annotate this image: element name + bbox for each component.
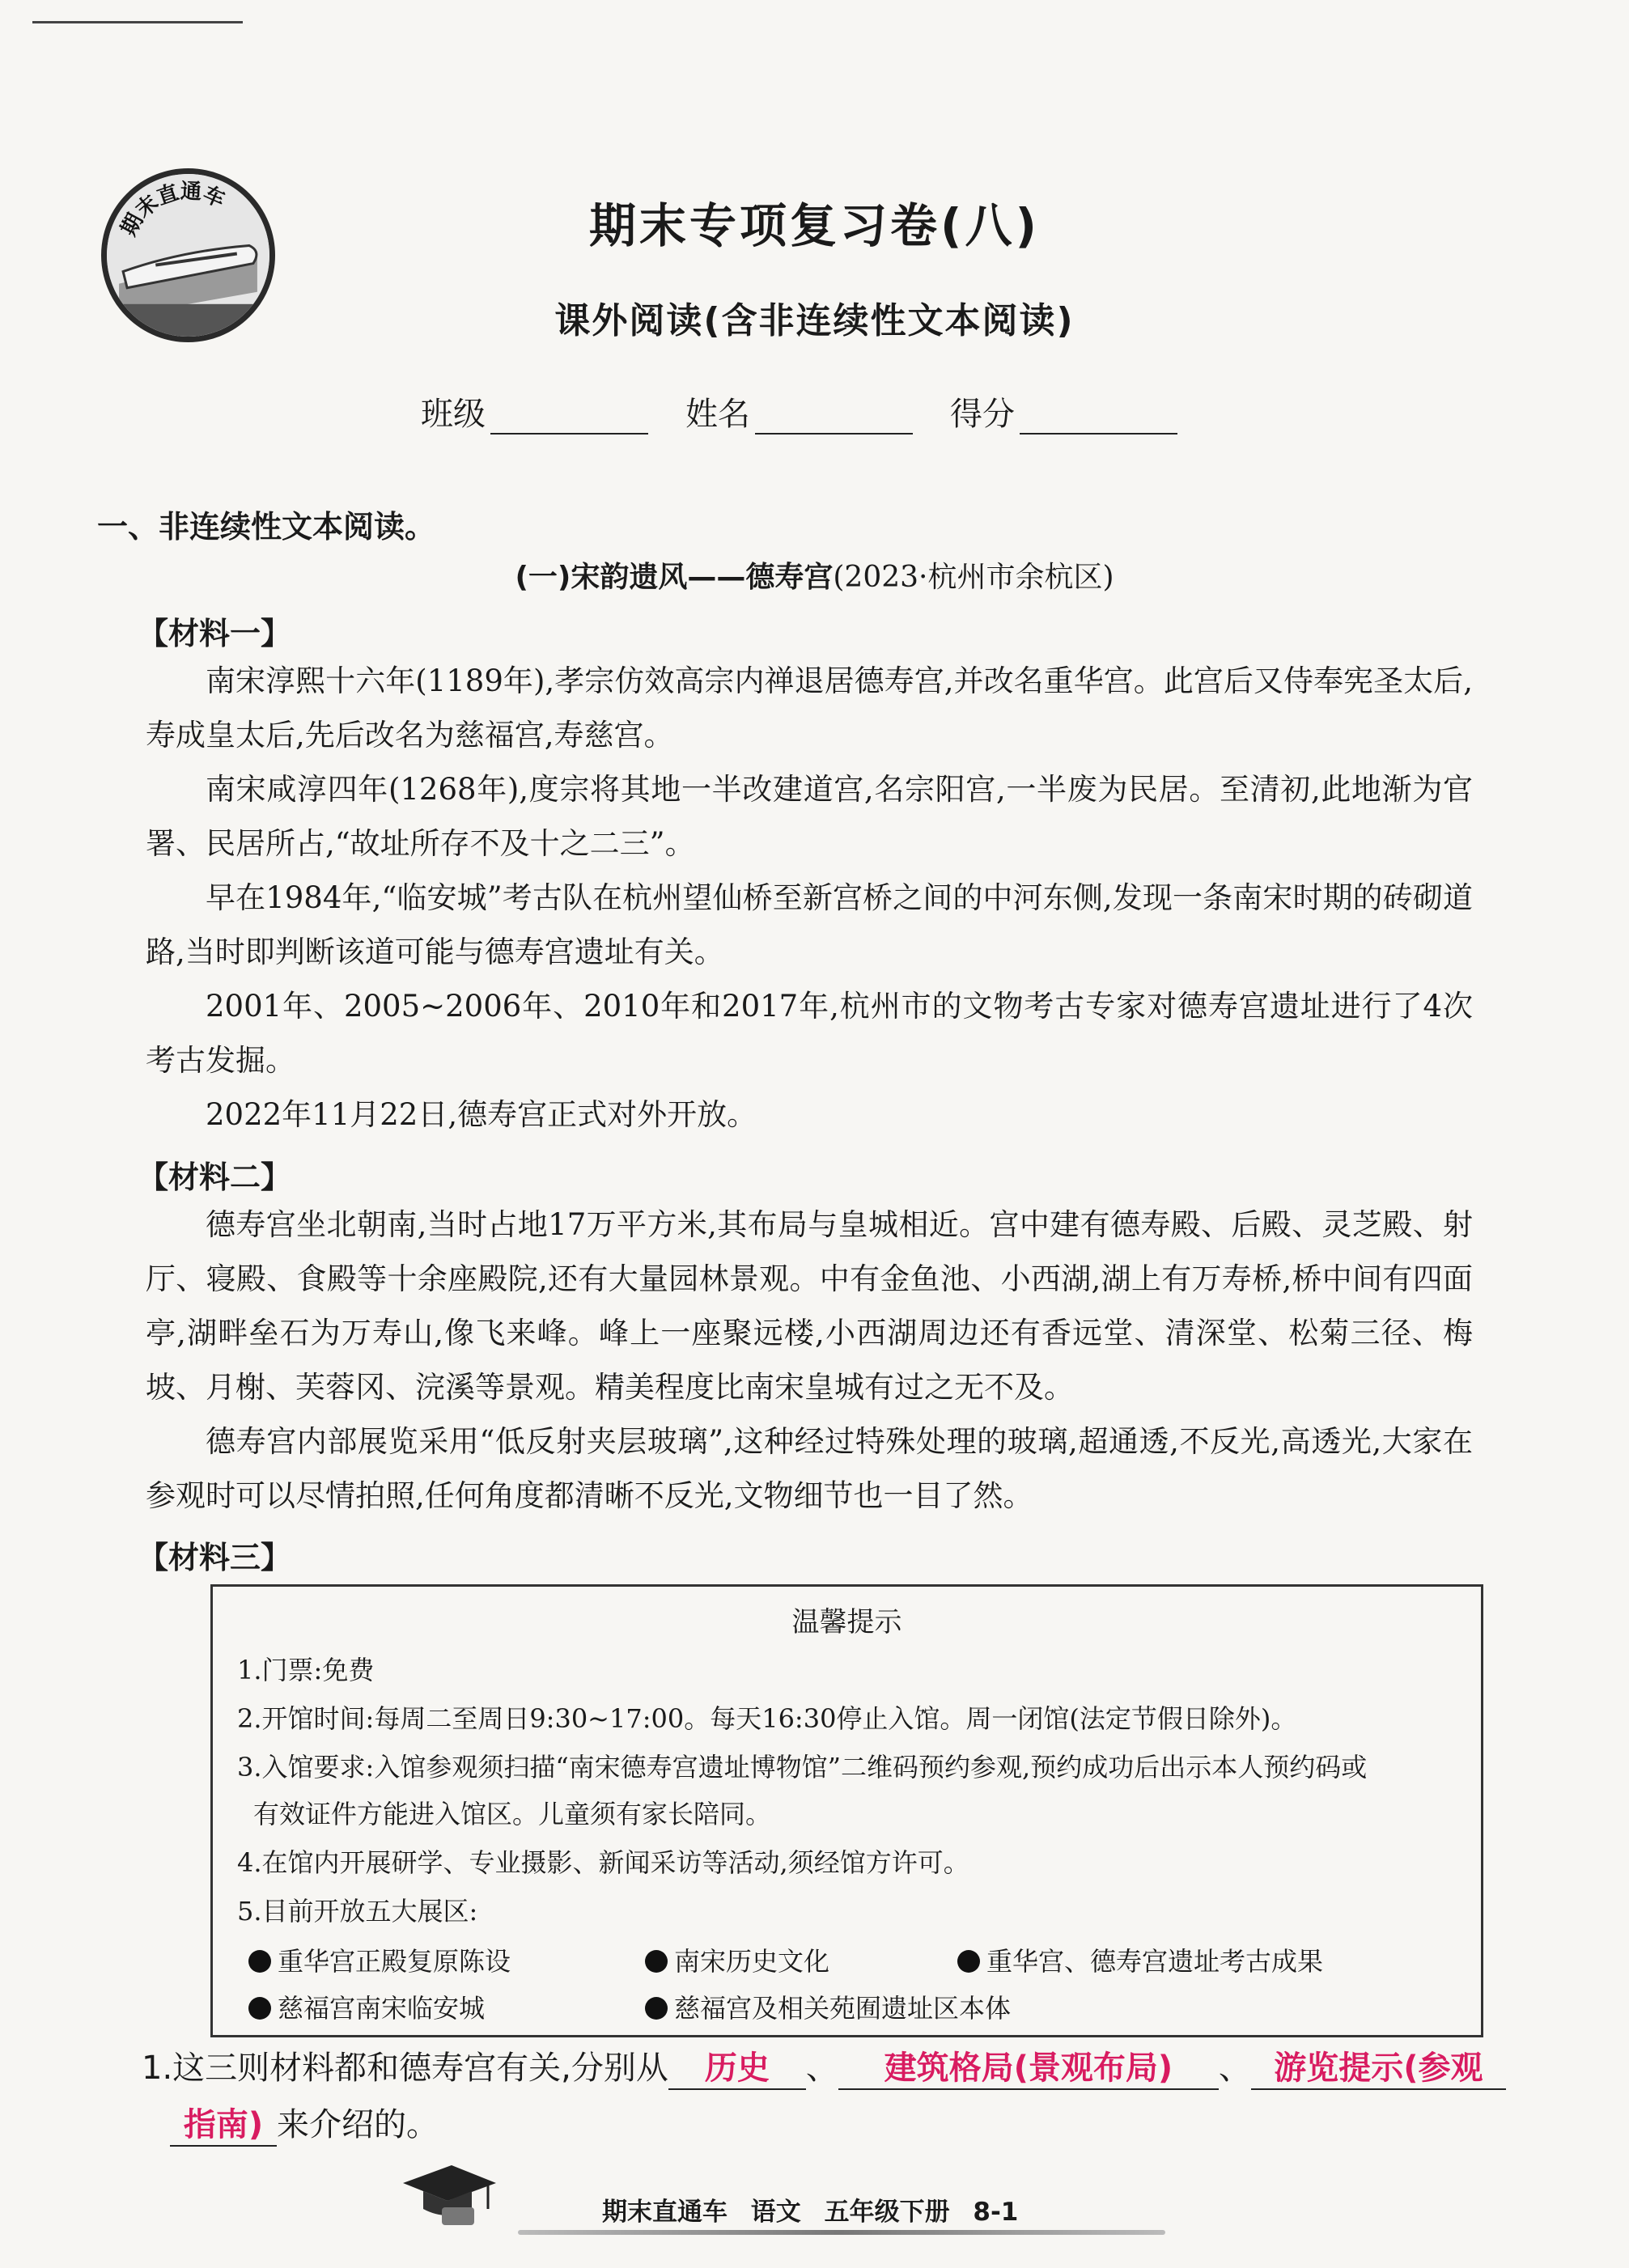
page-subtitle: 课外阅读(含非连续性文本阅读) [554, 300, 1075, 341]
class-label: 班级 [421, 396, 486, 433]
material2-paragraph-2: 德寿宫内部展览采用“低反射夹层玻璃”,这种经过特殊处理的玻璃,超通透,不反光,高透光,大家在参观时可以尽情拍照,任何角度都清晰不反光,文物细节也一目了然。 [146, 1424, 1473, 1513]
bullet-icon [645, 1997, 668, 2020]
notice-item-1: 1.门票:免费 [237, 1655, 375, 1685]
notice-item-3: 3.入馆要求:入馆参观须扫描“南宋德寿宫遗址博物馆”二维码预约参观,预约成功后出示本人预约码或 [237, 1752, 1368, 1783]
passage-title [0, 554, 1629, 596]
bullet-icon [248, 1950, 271, 1973]
passage-title-main: (一)宋韵遗风——德寿宫 [515, 561, 834, 594]
zone-item: 南宋历史文化 [645, 1941, 829, 1978]
notice-item-4: 4.在馆内开展研学、专业摄影、新闻采访等活动,须经馆方许可。 [237, 1847, 969, 1878]
notice-item-3-cont: 有效证件方能进入馆区。儿童须有家长陪同。 [253, 1799, 772, 1829]
zone-item: 慈福宫南宋临安城 [248, 1988, 485, 2025]
footer-divider [518, 2230, 1165, 2235]
logo-text: 期末直通车 [116, 178, 229, 240]
passage-source: (2023·杭州市余杭区) [833, 561, 1114, 594]
name-label: 姓名 [685, 396, 750, 433]
material1-paragraph-1: 南宋淳熙十六年(1189年),孝宗仿效高宗内禅退居德寿宫,并改名重华宫。此宫后又侍奉宪圣太后,寿成皇太后,先后改名为慈福宫,寿慈宫。 [146, 663, 1473, 752]
student-info-fields [421, 388, 1177, 435]
question-1-line-2 [170, 2099, 439, 2147]
zone-item: 重华宫、德寿宫遗址考古成果 [957, 1941, 1323, 1978]
material1-paragraph-4: 2001年、2005~2006年、2010年和2017年,杭州市的文物考古专家对德寿宫遗址进行了4次考古发掘。 [146, 989, 1473, 1078]
page-title: 期末专项复习卷(八) [588, 198, 1041, 253]
score-blank[interactable] [1020, 397, 1177, 435]
top-rule [32, 21, 243, 23]
notice-box [210, 1584, 1483, 2037]
material1-paragraph-5: 2022年11月22日,德寿宫正式对外开放。 [206, 1097, 757, 1132]
name-field[interactable] [685, 388, 913, 435]
zone-item: 慈福宫及相关苑囿遗址区本体 [645, 1988, 1011, 2025]
bullet-icon [957, 1950, 980, 1973]
material1-paragraph-2: 南宋咸淳四年(1268年),度宗将其地一半改建道宫,名宗阳宫,一半废为民居。至清初,此地渐为官署、民居所占,“故址所存不及十之二三”。 [146, 772, 1473, 861]
material1-paragraph-3: 早在1984年,“临安城”考古队在杭州望仙桥至新宫桥之间的中河东侧,发现一条南宋时期的砖砌道路,当时即判断该道可能与德寿宫遗址有关。 [146, 880, 1473, 969]
question-1 [142, 2042, 1506, 2090]
bullet-icon [645, 1950, 668, 1973]
separator: 、 [805, 2050, 838, 2087]
footer-text: 期末直通车 语文 五年级下册 8-1 [602, 2198, 1019, 2227]
class-blank[interactable] [490, 397, 648, 435]
notice-item-2: 2.开馆时间:每周二至周日9:30~17:00。每天16:30停止入馆。周一闭馆(法定节假日除外)。 [237, 1703, 1297, 1734]
question-1-suffix: 来介绍的。 [277, 2106, 439, 2143]
question-1-prefix: 1.这三则材料都和德寿宫有关,分别从 [142, 2050, 668, 2087]
score-label: 得分 [950, 396, 1015, 433]
score-field[interactable] [950, 388, 1177, 435]
answer-blank-3[interactable]: 游览提示(参观 [1251, 2042, 1506, 2090]
answer-blank-2[interactable]: 建筑格局(景观布局) [838, 2042, 1219, 2090]
separator: 、 [1218, 2050, 1251, 2087]
material1-label: 【材料一】 [138, 616, 292, 651]
graduation-cap-icon [395, 2159, 500, 2232]
bullet-icon [248, 1997, 271, 2020]
section-heading: 一、非连续性文本阅读。 [97, 509, 436, 545]
material2-label: 【材料二】 [138, 1159, 292, 1195]
answer-blank-1[interactable]: 历史 [668, 2042, 806, 2090]
notice-item-5: 5.目前开放五大展区: [237, 1896, 478, 1927]
material2-paragraph-1: 德寿宫坐北朝南,当时占地17万平方米,其布局与皇城相近。宫中建有德寿殿、后殿、灵芝殿、射厅、寝殿、食殿等十余座殿院,还有大量园林景观。中有金鱼池、小西湖,湖上有万寿桥,桥中间有四面亭,湖畔垒石为万寿山,像飞来峰。峰上一座聚远楼,小西湖周边还有香远堂、清深堂、松菊三径、梅坡、月榭、芙蓉冈、浣溪等景观。精美程度比南宋皇城有过之无不及。 [146, 1207, 1473, 1405]
class-field[interactable] [421, 388, 648, 435]
answer-blank-3-cont[interactable]: 指南) [170, 2099, 277, 2147]
zone-item: 重华宫正殿复原陈设 [248, 1941, 511, 1978]
name-blank[interactable] [755, 397, 913, 435]
material3-label: 【材料三】 [138, 1540, 292, 1575]
notice-title: 温馨提示 [791, 1606, 902, 1638]
